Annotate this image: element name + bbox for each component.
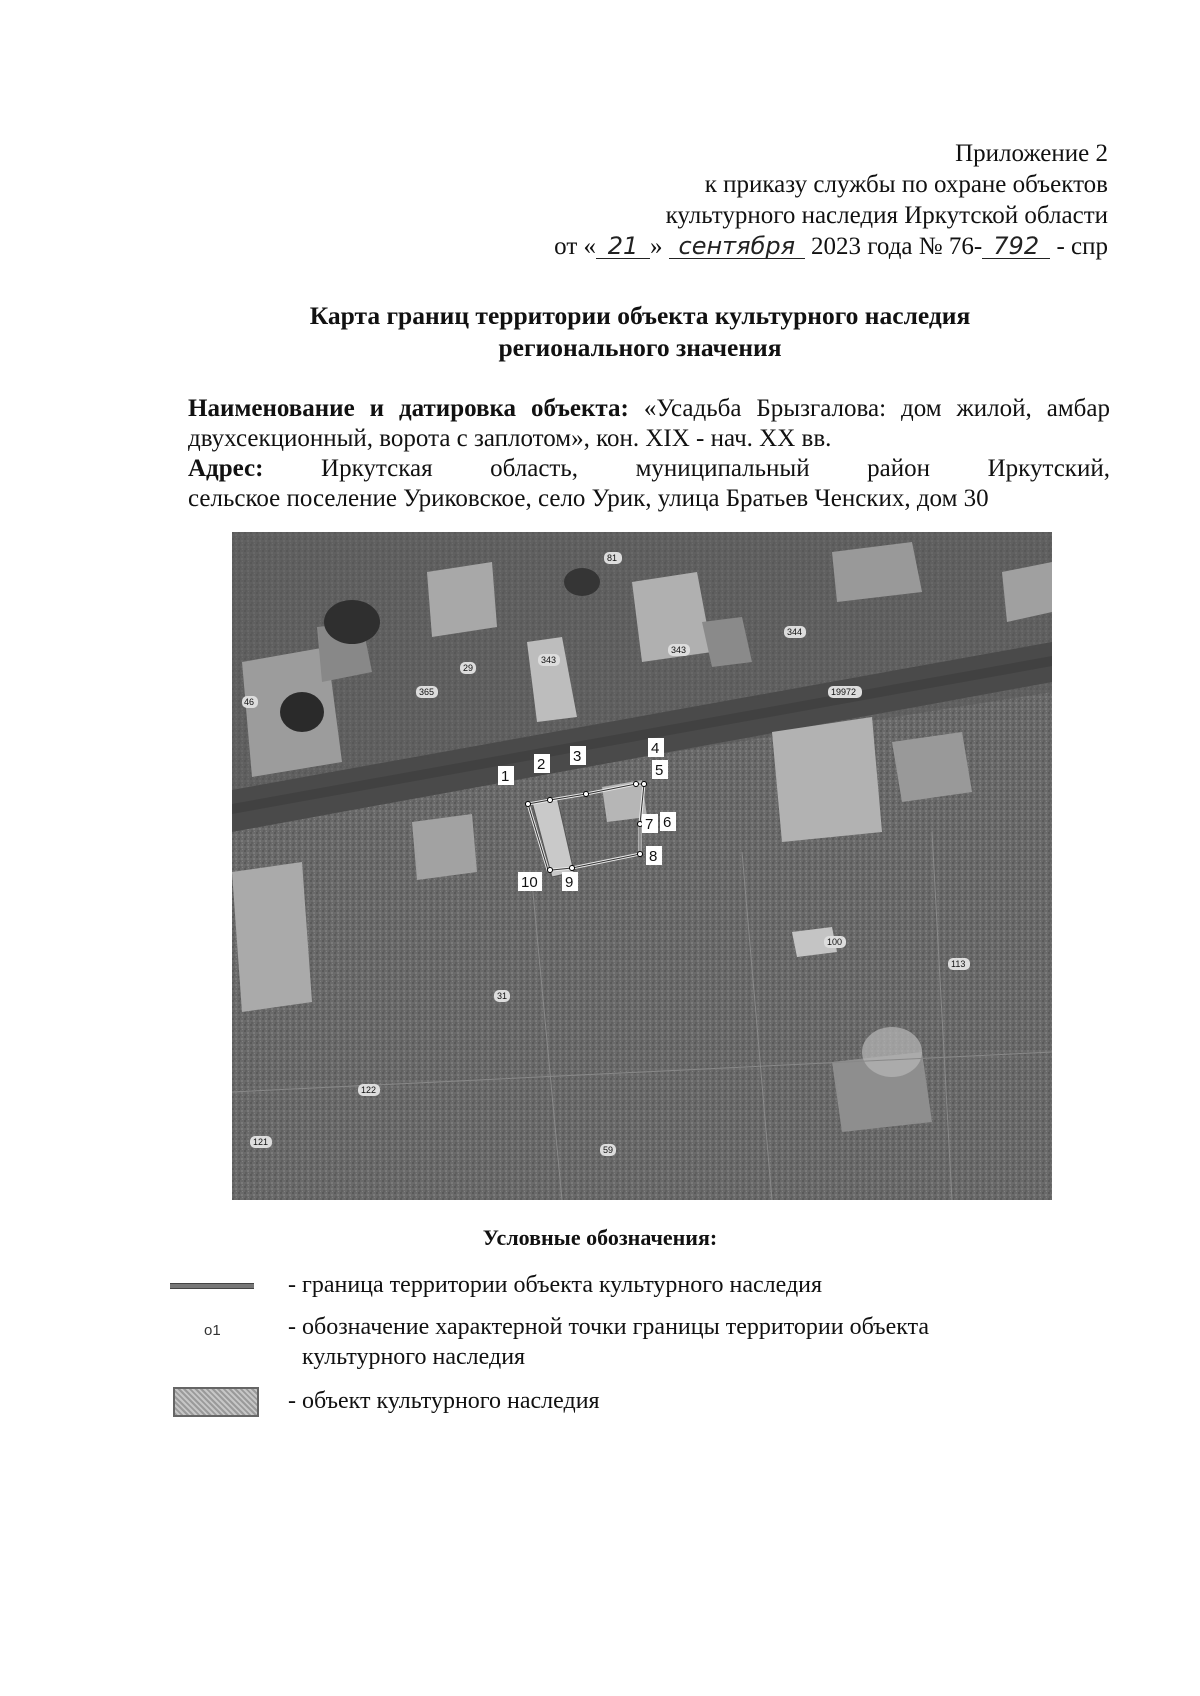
appendix-date-line [554, 231, 1108, 262]
object-name-value: «Усадьба Брызгалова: дом жилой, амбар двухсекционный, ворота с заплотом», кон. XIX - нач. XX вв. [188, 395, 1110, 452]
address-word: область, [490, 455, 579, 482]
parcel-label: 122 [361, 1085, 377, 1095]
parcel-label: 121 [253, 1137, 269, 1147]
year-part: 2023 года № 76- [811, 233, 983, 260]
point-symbol: о1 [204, 1322, 221, 1339]
handwritten-day: 21 [596, 234, 650, 259]
parcel-label-121 [250, 1136, 272, 1148]
legend-point-line-2: культурного наследия [302, 1344, 526, 1370]
parcel-label-344 [784, 626, 806, 638]
boundary-line-symbol [170, 1283, 254, 1289]
address-label: Адрес: [188, 455, 264, 482]
address-word: Иркутский, [987, 455, 1110, 482]
legend-boundary-text: - граница территории объекта культурного наследия [288, 1272, 823, 1298]
parcel-label: 343 [541, 655, 557, 665]
parcel-label: 29 [463, 663, 474, 673]
parcel-label-19972 [828, 686, 862, 698]
parcel-label-343a [538, 654, 560, 666]
appendix-line-1: Приложение 2 [955, 140, 1108, 167]
parcel-label-343b [668, 644, 690, 656]
object-name-paragraph [188, 394, 1110, 454]
handwritten-month: сентября [669, 234, 805, 259]
appendix-line-3: культурного наследия Иркутской области [665, 202, 1108, 229]
point-label: 7 [645, 816, 654, 833]
parcel-label: 81 [607, 553, 618, 563]
legend-point-text [288, 1312, 929, 1372]
parcel-label: 343 [671, 645, 687, 655]
parcel-label-113 [948, 958, 970, 970]
legend-object-text: - объект культурного наследия [288, 1388, 600, 1414]
satellite-image [232, 532, 1052, 1200]
parcel-label-29 [460, 662, 476, 674]
parcel-label: 365 [419, 687, 435, 697]
handwritten-number: 792 [982, 234, 1050, 259]
title-line-1: Карта границ территории объекта культурного наследия [309, 301, 971, 330]
date-prefix: от « [554, 233, 597, 260]
parcel-label-81 [604, 552, 622, 564]
parcel-label-31 [494, 990, 510, 1002]
legend-point-line-1: - обозначение характерной точки границы территории объекта [288, 1314, 930, 1340]
point-label: 9 [565, 874, 574, 891]
boundary-point-7 [642, 814, 658, 833]
object-description [188, 394, 1110, 514]
point-label: 4 [651, 740, 660, 757]
parcel-label: 19972 [831, 687, 857, 697]
title-line-2: регионального значения [498, 333, 782, 362]
parcel-label: 46 [244, 697, 255, 707]
address-word: муниципальный [635, 455, 810, 482]
point-label: 6 [663, 814, 672, 831]
parcel-label: 31 [497, 991, 508, 1001]
point-label: 10 [521, 874, 538, 891]
appendix-header [554, 138, 1108, 262]
legend-title: Условные обозначения: [482, 1225, 718, 1250]
parcel-label: 113 [951, 959, 966, 969]
order-suffix: - спр [1050, 233, 1108, 260]
parcel-label-100 [824, 936, 846, 948]
parcel-label-365 [416, 686, 438, 698]
appendix-line-2: к приказу службы по охране объектов [704, 171, 1108, 198]
point-label: 8 [649, 848, 658, 865]
object-name-label: Наименование и датировка объекта: [188, 395, 629, 422]
address-word: Иркутская [321, 455, 433, 482]
parcel-label: 100 [827, 937, 843, 947]
address-rest: сельское поселение Уриковское, село Урик, улица Братьев Ченских, дом 30 [188, 485, 989, 512]
address-first-line [188, 454, 1110, 484]
point-label: 3 [573, 748, 582, 765]
heritage-object-symbol [173, 1387, 259, 1417]
parcel-label: 59 [603, 1145, 614, 1155]
address-word: район [867, 455, 931, 482]
parcel-label-122 [358, 1084, 380, 1096]
point-label: 5 [655, 762, 664, 779]
point-label: 2 [537, 756, 546, 773]
parcel-label: 344 [787, 627, 803, 637]
parcel-label-59 [600, 1144, 616, 1156]
date-mid: » [650, 233, 663, 260]
point-label: 1 [501, 768, 510, 785]
document-title [180, 300, 1100, 364]
boundary-map [232, 532, 1052, 1200]
parcel-label-46 [242, 696, 258, 708]
